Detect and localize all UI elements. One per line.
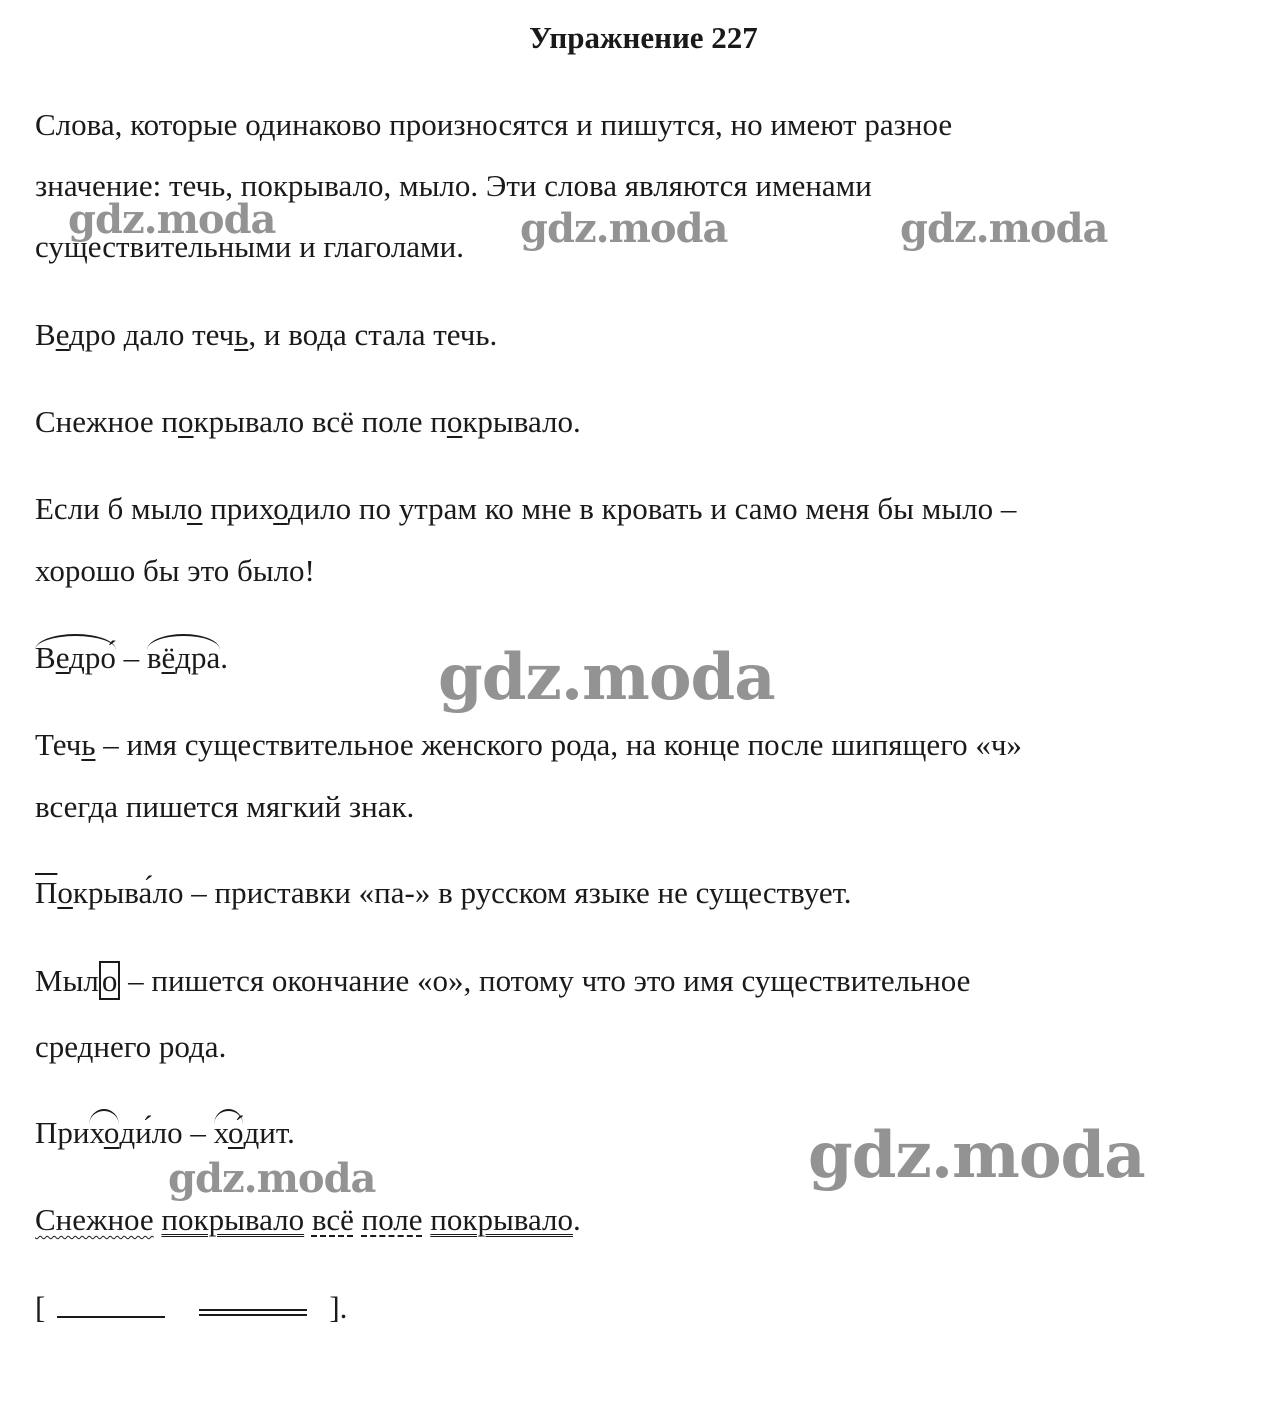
scheme-predicate-line: [199, 1309, 307, 1316]
watermark: gdz.moda: [68, 196, 276, 243]
prefix-mark: П: [35, 875, 58, 910]
intro-line-1: Слова, которые одинаково произносятся и пишутся, но имеют разное: [35, 107, 953, 142]
watermark: gdz.moda: [520, 205, 728, 252]
root-check-vedro: Ведро́ – вёдра.: [35, 638, 228, 678]
parse-adjective: Снежное: [35, 1202, 154, 1237]
root-arc: хо: [89, 1113, 119, 1153]
parse-subject: покрывало: [430, 1202, 574, 1237]
scheme-subject-line: [57, 1314, 165, 1318]
parse-object: поле: [361, 1202, 423, 1237]
rule-tech-line-2: всегда пишется мягкий знак.: [35, 789, 415, 824]
root-arc: хо́: [214, 1113, 244, 1153]
root-arc: вёдра: [147, 638, 220, 678]
rule-tech-line-1: Течь – имя существительное женского рода, на конце после шипящего «ч»: [35, 727, 1022, 762]
rule-mylo-line-1: Мыло – пишется окончание «о», потому что это имя существительное: [35, 963, 971, 998]
ending-box: о: [99, 961, 121, 1000]
sentence-vedro: Ведро дало течь, и вода стала течь.: [35, 317, 498, 352]
rule-mylo-line-2: среднего рода.: [35, 1029, 227, 1064]
parse-predicate: покрывало: [161, 1202, 305, 1237]
intro-line-2: значение: течь, покрывало, мыло. Эти слова являются именами: [35, 168, 872, 203]
sentence-pokryvalo: Снежное покрывало всё поле покрывало.: [35, 404, 581, 439]
intro-line-3: существительными и глаголами.: [35, 229, 465, 264]
root-arc: Ведро́: [35, 638, 116, 678]
parse-determiner: всё: [311, 1202, 354, 1237]
poem-line-1: Если б мыло приходило по утрам ко мне в кровать и само меня бы мыло –: [35, 491, 1017, 526]
root-check-prikhodilo: Приходи́ло – хо́дит.: [35, 1113, 295, 1153]
sentence-parse: Снежное покрывало всё поле покрывало.: [35, 1202, 581, 1237]
watermark: gdz.moda: [438, 640, 775, 715]
watermark: gdz.moda: [900, 205, 1108, 252]
watermark: gdz.moda: [168, 1155, 376, 1202]
watermark: gdz.moda: [808, 1118, 1145, 1193]
poem-line-2: хорошо бы это было!: [35, 553, 315, 588]
rule-pokryvalo: Покрыва́ло – приставки «па-» в русском языке не существует.: [35, 875, 852, 910]
exercise-title: Упражнение 227: [529, 20, 758, 55]
sentence-scheme: [ ].: [35, 1290, 348, 1325]
